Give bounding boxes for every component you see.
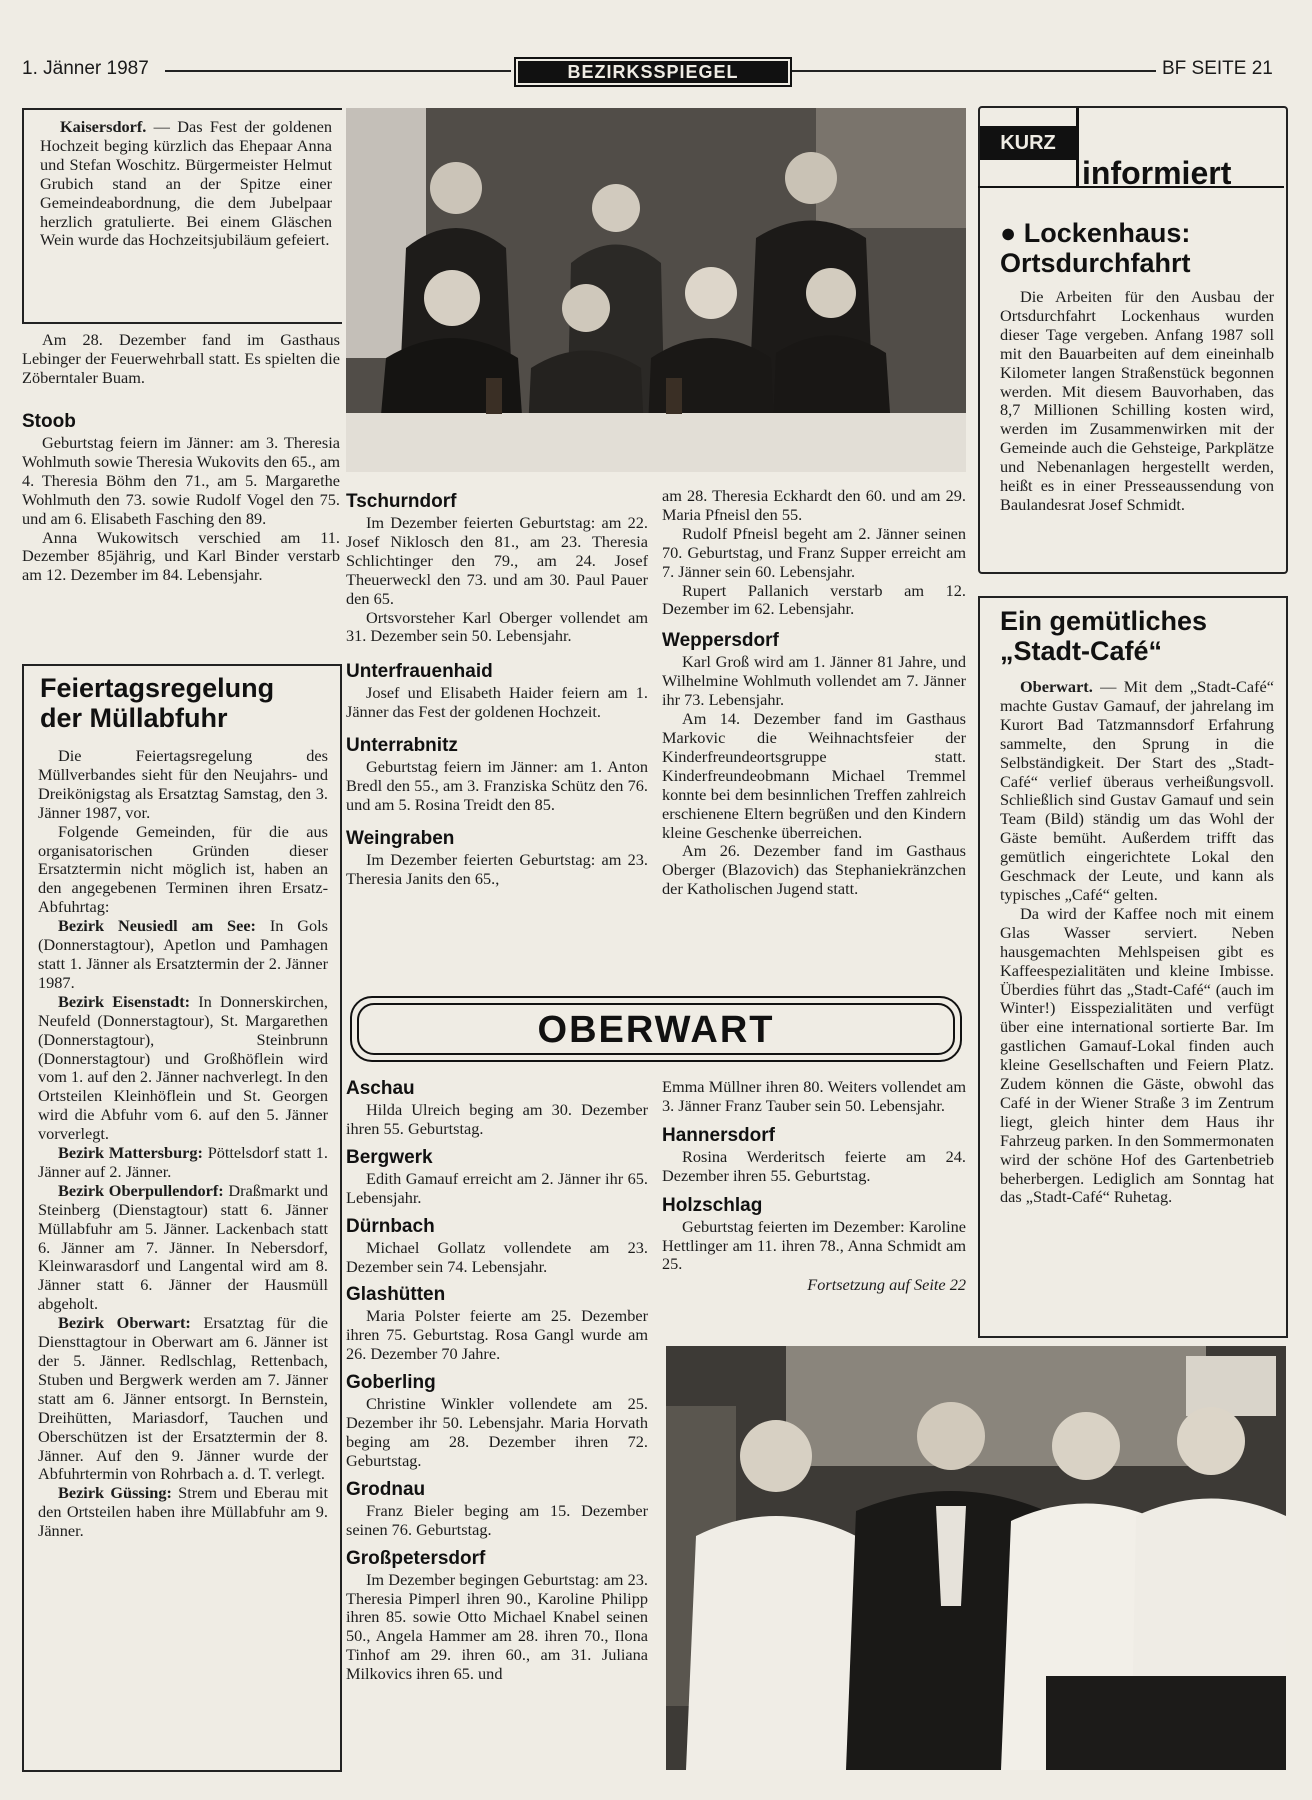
lockenhaus-paragraph-1: Die Arbeiten für den Ausbau der Ortsdurchfahrt Lockenhaus wurden dieser Tage vergeben. Anfang 1987 soll mit den Bauarbeiten auf dem eineinhalb Kilometer langen Straßenstück begonnen werden. Mit diesem Bauvorhaben, das 8,7 Millionen Schilling kosten wird, werden im Zusammenwirken mit der Gemeinde auch die Gehsteige, Parkplätze und Nebenanlagen hergestellt werden, heißt es in einer Presseaussendung von Baulandesrat Josef Schmidt. (1000, 287, 1274, 514)
column-2-upper (346, 490, 648, 889)
header-page: BF SEITE 21 (1162, 58, 1273, 79)
lockenhaus-article (1000, 288, 1274, 515)
header-section-label: BEZIRKSSPIEGEL (567, 62, 739, 82)
muell-bezirk-5-label: Bezirk Oberwart: (58, 1313, 191, 1333)
weppersdorf-heading: Weppersdorf (662, 630, 779, 652)
weppersdorf-paragraph-3: Am 26. Dezember fand im Gasthaus Oberger (Blazovich) das Stephaniekränzchen der Katholischen Jugend statt. (662, 841, 966, 899)
unterfrauenhaid-heading: Unterfrauenhaid (346, 661, 493, 683)
stadt-cafe-paragraph-1: — Mit dem „Stadt-Café“ machte Gustav Gamauf, der jahrelang im Kurort Bad Tatzmannsdorf Erfahrung sammelte, den Sprung in die Selbständigkeit. Der Start des „Stadt-Café“ verlief überaus verheißungsvoll. Schließlich sind Gustav Gamauf und sein Team (Bild) ständig um das Wohl der Gäste bemüht. Außerdem trifft das gemütlich eingerichtete Lokal den Geschmack der Leute, und kann als typisches „Café“ gelten. (1000, 677, 1274, 904)
aschau-heading: Aschau (346, 1078, 415, 1099)
stadt-cafe-heading (1000, 606, 1272, 666)
emma-muellner-text: Emma Müllner ihren 80. Weiters vollendet am 3. Jänner Franz Tauber sein 50. Lebensjahr. (662, 1077, 966, 1115)
weppersdorf-paragraph-2: Am 14. Dezember fand im Gasthaus Markovic die Weihnachtsfeier der Kinderfreundeortsgruppe statt. Kinderfreundeobmann Michael Tremmel konnte bei dem besinnlichen Treffen zahlreich erschienene Eltern begrüßen und den Kindern kleine Geschenke überreichen. (662, 709, 966, 842)
hannersdorf-paragraph-1: Rosina Werderitsch feierte am 24. Dezember ihren 55. Geburtstag. (662, 1146, 966, 1185)
stoob-paragraph-2: Anna Wukowitsch verschied am 11. Dezember 85jährig, und Karl Binder verstarb am 12. Dezember im 84. Lebensjahr. (22, 527, 340, 585)
hannersdorf-heading: Hannersdorf (662, 1124, 775, 1146)
aschau-paragraph-1: Hilda Ulreich beging am 30. Dezember ihren 55. Geburtstag. (346, 1100, 648, 1138)
feuerwehrball-text: Am 28. Dezember fand im Gasthaus Lebinger der Feuerwehrball statt. Es spielten die Zöberntaler Buam. (22, 330, 340, 387)
muell-bezirk-5-text: Ersatztag für die Diensttagtour in Oberwart am 6. Jänner ist der 5. Jänner. Redlschlag, Rettenbach, Stuben und Bergwerk werden am 7. Jänner statt am 6. Jänner entsorgt. In Bernstein, Dreihütten, Mariasdorf, Tauchen und Oberschützen ist der Ersatztermin der 8. Jänner. Auf den 9. Jänner wurde der Abfuhrtermin von Rohrbach a. d. T. verlegt. (38, 1313, 328, 1484)
stoob-heading: Stoob (22, 411, 76, 432)
unterrabnitz-heading: Unterrabnitz (346, 735, 458, 757)
bergwerk-heading: Bergwerk (346, 1146, 433, 1168)
muell-bezirk-3-label: Bezirk Mattersburg: (58, 1143, 203, 1163)
stadt-cafe-photo-illustration (666, 1346, 1286, 1770)
tschurndorf-heading: Tschurndorf (346, 491, 457, 512)
holzschlag-paragraph-1: Geburtstag feierten im Dezember: Karoline Hettlinger am 11. ihren 78., Anna Schmidt am 25. (662, 1216, 966, 1274)
muell-bezirk-1-label: Bezirk Neusiedl am See: (58, 916, 256, 936)
oberwart-banner-inner (357, 1003, 955, 1055)
holzschlag-heading: Holzschlag (662, 1194, 763, 1216)
kaisersdorf-text: — Das Fest der goldenen Hochzeit beging kürzlich das Ehepaar Anna und Stefan Woschitz. Bürgermeister Helmut Grubich stand an der Spitze einer Gemeindeabordnung, die dem Jubelpaar herzlich gratulierte. Bei einem Gläschen Wein wurde das Hochzeitsjubiläum gefeiert. (40, 117, 332, 250)
oberwart-banner-label: OBERWART (537, 1009, 775, 1051)
grosspetersdorf-paragraph-1: Im Dezember begingen Geburtstag: am 23. Theresia Pimperl ihren 90., Karoline Philipp ihren 85. sowie Otto Michael Knabel seinen 50., Angela Hammer am 28. ihren 70., Ilona Tinhof am 29. ihren 60., am 31. Juliana Milkovics ihren 65. und (346, 1569, 648, 1684)
lockenhaus-heading-line-2: Ortsdurchfahrt (1000, 248, 1191, 278)
muell-paragraph-1: Die Feiertagsregelung des Müllverbandes sieht für den Neujahrs- und Dreikönigstag als Ersatztag Samstag, den 3. Jänner 1987, vor. (38, 746, 328, 822)
muell-heading-line-1: Feiertagsregelung (40, 673, 275, 703)
muell-paragraph-2: Folgende Gemeinden, für die aus organisatorischen Gründen dieser Ersatztermin nicht möglich ist, haben an den angegebenen Terminen ihren Ersatz-Abfuhrtag: (38, 821, 328, 917)
muell-bezirk-6-text: Strem und Eberau mit den Ortsteilen haben ihre Müllabfuhr am 9. Jänner. (38, 1483, 328, 1541)
grosspetersdorf-heading: Großpetersdorf (346, 1547, 486, 1569)
kaisersdorf-article (40, 118, 332, 250)
duernbach-paragraph-1: Michael Gollatz vollendete am 23. Dezember sein 74. Lebensjahr. (346, 1237, 648, 1276)
column-3-lower (662, 1078, 966, 1295)
header-date: 1. Jänner 1987 (22, 58, 149, 79)
muell-bezirk-2-label: Bezirk Eisenstadt: (58, 991, 191, 1011)
muell-article (38, 747, 328, 1541)
stoob-article (22, 410, 340, 585)
column-2-lower (346, 1077, 648, 1684)
col3-continuation-2: Rudolf Pfneisl begeht am 2. Jänner seinen 70. Geburtstag, und Franz Supper erreicht am 7. Jänner sein 60. Lebensjahr. (662, 523, 966, 581)
stadt-cafe-article (1000, 678, 1274, 1207)
bergwerk-paragraph-1: Edith Gamauf erreicht am 2. Jänner ihr 65. Lebensjahr. (346, 1168, 648, 1207)
grodnau-heading: Grodnau (346, 1478, 426, 1500)
muell-bezirk-4-text: Draßmarkt und Steinberg (Dienstagtour) statt 6. Jänner Müllabfuhr am 5. Jänner. Lackenbach statt 6. Jänner am 7. Jänner. In Nebersdorf, Kleinwarasdorf und Langental wird am 8. Jänner statt 6. Jänner der Hausmüll abgeholt. (38, 1180, 329, 1314)
stadt-cafe-heading-line-1: Ein gemütliches (1000, 606, 1208, 636)
tschurndorf-paragraph-2: Ortsvorsteher Karl Oberger vollendet am 31. Dezember sein 50. Lebensjahr. (346, 607, 648, 646)
muell-bezirk-4-label: Bezirk Oberpullendorf: (58, 1180, 224, 1200)
stadt-cafe-paragraph-2: Da wird der Kaffee noch mit einem Glas Wasser serviert. Neben hausgemachten Mehlspeisen gibt es Kaffeespezialitäten und kleine Imbisse. Überdies führt das „Stadt-Café“ (auch im Winter!) Eisspezialitäten und verfügt über eine international sortierte Bar. Im gastlichen Gamauf-Lokal finden auch kleine Gesellschaften und Feiern Platz. Zudem können die Gäste, obwohl das Café in der Wiener Straße 3 im Zentrum liegt, gleich hinter dem Haus ihr Fahrzeug parken. In den Sommermonaten wird der schöne Hof des Gartenbetrieb beherbergen. Lediglich am Sonntag hat das „Stadt-Café“ Ruhetag. (1000, 903, 1274, 1207)
goberling-paragraph-1: Christine Winkler vollendete am 25. Dezember ihr 50. Lebensjahr. Maria Horvath beging am 28. Dezember ihren 72. Geburtstag. (346, 1394, 648, 1470)
golden-wedding-photo-illustration (346, 108, 966, 472)
duernbach-heading: Dürnbach (346, 1215, 435, 1237)
kurz-word: informiert (1082, 155, 1232, 191)
col3-continuation-3: Rupert Pallanich verstarb am 12. Dezember im 62. Lebensjahr. (662, 580, 966, 619)
grodnau-paragraph-1: Franz Bieler beging am 15. Dezember seinen 76. Geburtstag. (346, 1500, 648, 1539)
tschurndorf-paragraph-1: Im Dezember feierten Geburtstag: am 22. Josef Niklosch den 81., am 23. Theresia Schlichtinger den 79., am 24. Josef Theuerweckl den 73. und am 30. Paul Pauer den 65. (346, 513, 648, 608)
lockenhaus-heading-line-1: ● Lockenhaus: (1000, 218, 1191, 248)
header-section-badge (514, 57, 792, 87)
feuerwehrball-article (22, 331, 340, 388)
muell-heading-line-2: der Müllabfuhr (40, 703, 228, 733)
stadt-cafe-heading-line-2: „Stadt-Café“ (1000, 636, 1163, 666)
kaisersdorf-place: Kaisersdorf. (60, 117, 147, 136)
muell-bezirk-2-text: In Donnerskirchen, Neufeld (Donnerstagtour), St. Margarethen (Donnerstagtour), Steinbrunn (Donnerstagtour) und Großhöflein wird vom 1. auf den 2. Jänner nachverlegt. In den Ortsteilen Kleinhöflein und St. Georgen wird die Abfuhr vom 6. auf den 5. Jänner vorverlegt. (38, 991, 329, 1144)
goberling-heading: Goberling (346, 1372, 436, 1394)
muell-bezirk-6-label: Bezirk Güssing: (58, 1483, 172, 1503)
stadt-cafe-place: Oberwart. (1020, 677, 1093, 696)
column-3-upper (662, 487, 966, 899)
header-rule-left (165, 70, 511, 72)
unterfrauenhaid-paragraph-1: Josef und Elisabeth Haider feiern am 1. Jänner das Fest der goldenen Hochzeit. (346, 683, 648, 722)
stoob-paragraph-1: Geburtstag feiern im Jänner: am 3. Theresia Wohlmuth sowie Theresia Wukovits den 65., am 4. Theresia Böhm den 71., am 5. Margarethe Wohlmuth den 73. sowie Rudolf Vogel den 75. und am 6. Elisabeth Fasching den 89. (22, 433, 340, 528)
glashuetten-heading: Glashütten (346, 1284, 446, 1306)
lockenhaus-heading (1000, 218, 1272, 278)
col3-continuation-1: am 28. Theresia Eckhardt den 60. und am 29. Maria Pfneisl den 55. (662, 486, 966, 524)
golden-wedding-photo (346, 108, 966, 472)
stadt-cafe-photo (666, 1346, 1286, 1770)
muell-bezirk-3-text: Pöttelsdorf statt 1. Jänner auf 2. Jänner. (38, 1143, 328, 1181)
kurz-badge-label: KURZ (1000, 132, 1056, 154)
muell-heading (40, 673, 330, 733)
kurz-badge (980, 126, 1076, 160)
fortsetzung-note: Fortsetzung auf Seite 22 (807, 1275, 966, 1295)
weingraben-heading: Weingraben (346, 827, 455, 849)
glashuetten-paragraph-1: Maria Polster feierte am 25. Dezember ihren 75. Geburtstag. Rosa Gangl wurde am 26. Dezember 70 Jahre. (346, 1306, 648, 1364)
unterrabnitz-paragraph-1: Geburtstag feiern im Jänner: am 1. Anton Bredl den 55., am 3. Franziska Schütz den 76. und am 5. Rosina Treidt den 85. (346, 757, 648, 814)
header-rule-right (792, 70, 1156, 72)
muell-bezirk-1-text: In Gols (Donnerstagtour), Apetlon und Pamhagen statt 1. Jänner als Ersatztermin der 2. Jänner 1987. (38, 916, 328, 992)
weppersdorf-paragraph-1: Karl Groß wird am 1. Jänner 81 Jahre, und Wilhelmine Wohlmuth vollendet am 7. Jänner ihr 73. Lebensjahr. (662, 652, 966, 710)
oberwart-banner (350, 996, 962, 1062)
weingraben-paragraph-1: Im Dezember feierten Geburtstag: am 23. Theresia Janits den 65., (346, 849, 648, 888)
